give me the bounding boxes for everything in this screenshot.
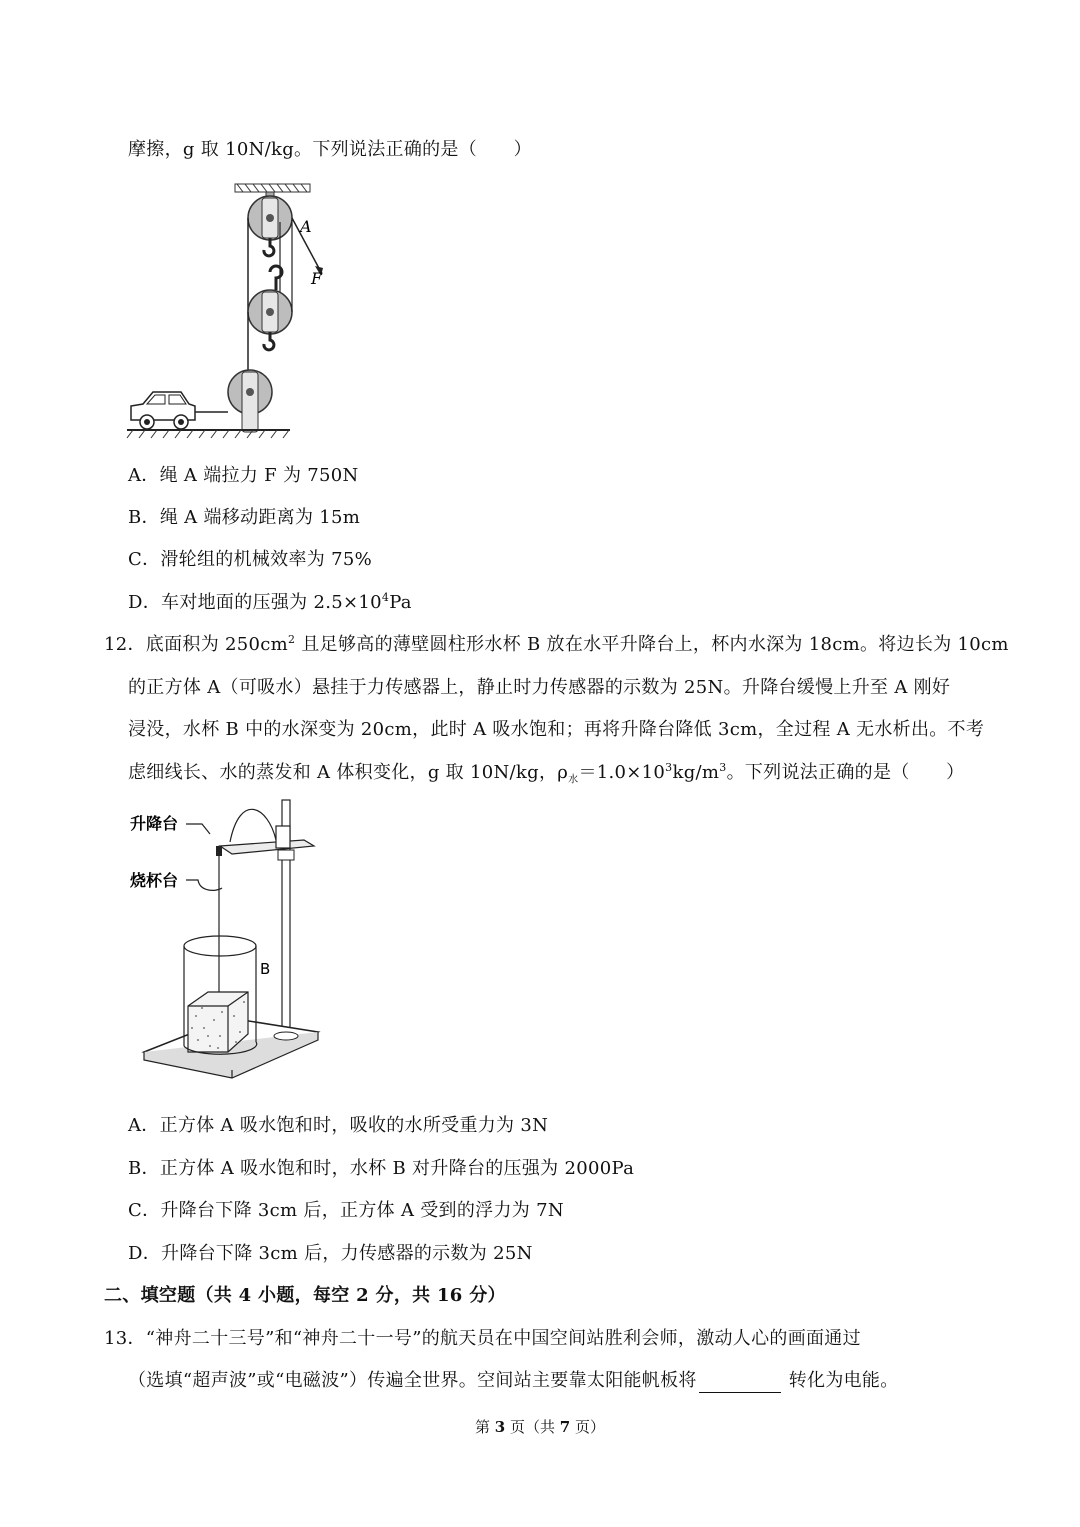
q13-line-2-b: 转化为电能。 — [788, 1370, 899, 1391]
q12-option-a: A．正方体 A 吸水饱和时，吸收的水所受重力为 3N — [128, 1115, 549, 1136]
q11-option-d-unit: Pa — [389, 592, 412, 613]
label-beaker-stand: 烧杯台 — [130, 871, 179, 890]
q12-line-4-exponent: 3 — [665, 761, 673, 774]
q12-option-b: B．正方体 A 吸水饱和时，水杯 B 对升降台的压强为 2000Pa — [128, 1158, 635, 1179]
footer-total-pages: 7 — [559, 1418, 571, 1436]
q13-line-2 — [128, 1369, 899, 1393]
q11-option-b: B．绳 A 端移动距离为 15m — [128, 507, 361, 528]
q11-option-a: A．绳 A 端拉力 F 为 750N — [128, 465, 359, 486]
q12-line-4-a: 虑细线长、水的蒸发和 A 体积变化，g 取 10N/kg，ρ — [128, 762, 569, 783]
q12-line-1-b: 且足够高的薄壁圆柱形水杯 B 放在水平升降台上，杯内水深为 18cm。将边长为 10cm — [295, 634, 1009, 655]
q12-line-1-exponent: 2 — [288, 633, 296, 646]
q13-line-1: 13．“神舟二十三号”和“神舟二十一号”的航天员在中国空间站胜利会师，激动人心的画面通过 — [104, 1328, 861, 1349]
q12-line-4-d: 。下列说法正确的是（ ） — [726, 762, 965, 783]
footer-pre: 第 — [475, 1418, 495, 1436]
q11-option-d-text: D．车对地面的压强为 2.5×10 — [128, 592, 382, 613]
pulley-figure — [125, 180, 325, 442]
section-2-heading: 二、填空题（共 4 小题，每空 2 分，共 16 分） — [104, 1285, 506, 1306]
answer-blank[interactable] — [699, 1374, 781, 1393]
label-lift: 升降台 — [130, 814, 179, 833]
q12-line-4-exponent-2: 3 — [719, 761, 727, 774]
footer-mid: 页（共 — [505, 1418, 560, 1436]
footer-post: 页） — [570, 1418, 605, 1436]
q11-option-d-exponent: 4 — [381, 591, 390, 604]
q11-option-c: C．滑轮组的机械效率为 75% — [128, 549, 373, 570]
q12-line-1-a: 12．底面积为 250cm — [104, 634, 289, 655]
q12-line-4 — [128, 761, 964, 785]
q12-line-1 — [104, 633, 1009, 657]
q12-line-3: 浸没，水杯 B 中的水深变为 20cm，此时 A 吸水饱和；再将升降台降低 3cm，全过程 A 无水析出。不考 — [128, 719, 985, 740]
q12-line-2: 的正方体 A（可吸水）悬挂于力传感器上，静止时力传感器的示数为 25N。升降台缓慢上升至 A 刚好 — [128, 677, 951, 698]
label-force-f: F — [311, 269, 323, 288]
q12-option-c: C．升降台下降 3cm 后，正方体 A 受到的浮力为 7N — [128, 1200, 564, 1221]
page-footer — [0, 1416, 1080, 1437]
q11-intro: 摩擦，g 取 10N/kg。下列说法正确的是（ ） — [128, 139, 532, 160]
footer-page-number: 3 — [494, 1418, 506, 1436]
q13-line-2-a: （选填“超声波”或“电磁波”）传遍全世界。空间站主要靠太阳能帆板将 — [128, 1370, 697, 1391]
q11-option-d — [128, 591, 412, 615]
label-cup-b: B — [260, 960, 271, 978]
q12-line-4-b: ＝1.0×10 — [578, 762, 666, 783]
beaker-figure — [128, 796, 328, 1098]
q12-rho-subscript: 水 — [568, 774, 579, 786]
q12-option-d: D．升降台下降 3cm 后，力传感器的示数为 25N — [128, 1243, 533, 1264]
q12-line-4-c: kg/m — [672, 762, 720, 783]
label-rope-a: A — [300, 217, 312, 236]
